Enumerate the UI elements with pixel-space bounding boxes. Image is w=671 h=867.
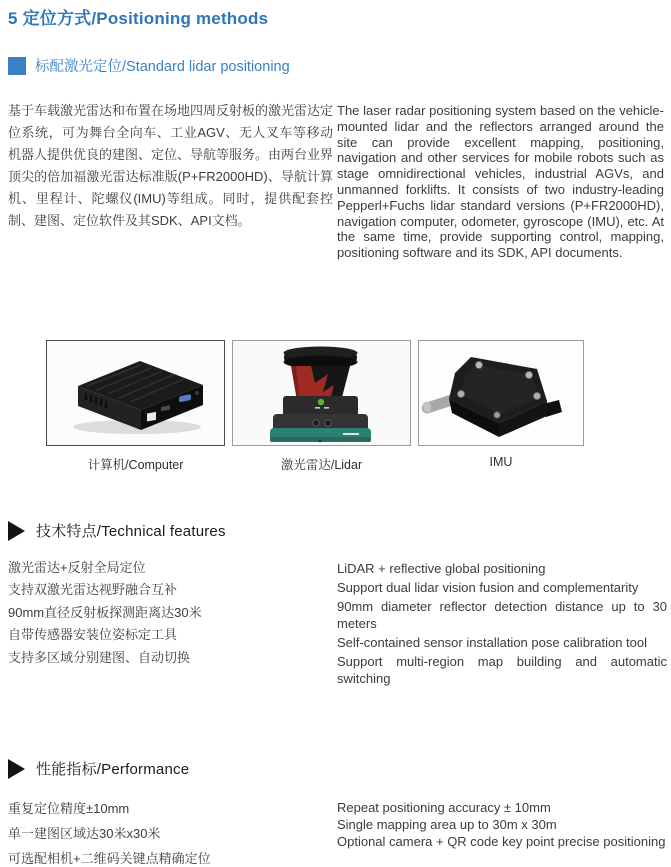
computer-caption: 计算机/Computer [87, 458, 184, 472]
lidar-product-image [232, 340, 411, 446]
computer-product-image [46, 340, 225, 446]
right-triangle-icon [8, 759, 25, 779]
mini-computer-illustration [47, 341, 224, 445]
feature-item-en: LiDAR + reflective global positioning [337, 561, 546, 576]
feature-item-zh: 90mm直径反射板探测距离达30米 [8, 604, 202, 620]
product-figure-computer [46, 340, 225, 473]
performance-item-zh: 可选配相机+二维码关键点精确定位 [8, 851, 211, 866]
feature-item-zh: 自带传感器安装位姿标定工具 [8, 627, 178, 643]
section-title-technical: 技术特点/Technical features [36, 523, 226, 540]
imu-illustration [419, 341, 583, 445]
intro-paragraph-en: The laser radar positioning system based on the vehicle-mounted lidar and the reflectors arranged around the site can provide excellent mapping, positioning, navigation and other services for mobile robots such as stage omnidirectional vehicles, industrial AGVs, and unmanned forklifts. It consists of two industry-leading Pepperl+Fuchs lidar standard versions (P+FR2000HD), navigation computer, odometer, gyroscope (IMU), etc. At the same time, provide supporting control, mapping, positioning software and its SDK, API documents. [337, 103, 664, 261]
performance-item-en: Repeat positioning accuracy ± 10mm [337, 800, 551, 815]
performance-item-zh: 单一建图区域达30米x30米 [8, 826, 161, 841]
feature-item-en: Support dual lidar vision fusion and complementarity [337, 580, 639, 595]
lidar-caption: 激光雷达/Lidar [280, 458, 363, 472]
blue-square-icon [8, 57, 26, 75]
performance-item-en: Single mapping area up to 30m x 30m [337, 817, 557, 832]
section-header-technical [8, 520, 226, 541]
imu-caption: IMU [489, 455, 513, 469]
right-triangle-icon [8, 521, 25, 541]
subsection-header [8, 55, 290, 76]
section-header-performance [8, 758, 189, 779]
intro-paragraph-zh: 基于车载激光雷达和布置在场地四周反射板的激光雷达定位系统，可为舞台全向车、工业AGV、无人叉车等移动机器人提供优良的建图、定位、导航等服务。由两台业界顶尖的倍加福激光雷达标准版(P+FR2000HD)、导航计算机、里程计、陀螺仪(IMU)等组成。同时，提供配套控制、建图、定位软件及其SDK、API文档。 [8, 103, 334, 228]
product-figure-lidar [232, 340, 411, 473]
subsection-title: 标配激光定位/Standard lidar positioning [35, 59, 290, 75]
feature-item-zh: 支持双激光雷达视野融合互补 [8, 582, 178, 598]
technical-features-list-en [337, 560, 667, 689]
performance-item-en: Optional camera + QR code key point precise positioning [337, 834, 666, 849]
feature-item-zh: 支持多区域分别建图、自动切换 [8, 649, 191, 665]
feature-item-zh: 激光雷达+反射全局定位 [8, 560, 146, 575]
feature-item-en: Self-contained sensor installation pose calibration tool [337, 635, 648, 650]
performance-list-zh [8, 796, 333, 867]
imu-product-image [418, 340, 584, 446]
technical-features-list-zh [8, 557, 333, 669]
performance-list-en [337, 799, 667, 850]
feature-item-en: Support multi-region map building and automatic switching [337, 654, 667, 686]
page-title: 5 定位方式/Positioning methods [8, 9, 269, 28]
feature-item-en: 90mm diameter reflector detection distance up to 30 meters [337, 599, 667, 631]
performance-item-zh: 重复定位精度±10mm [8, 801, 130, 816]
section-title-performance: 性能指标/Performance [36, 761, 190, 778]
lidar-illustration [233, 341, 410, 445]
product-figure-imu [418, 340, 584, 469]
